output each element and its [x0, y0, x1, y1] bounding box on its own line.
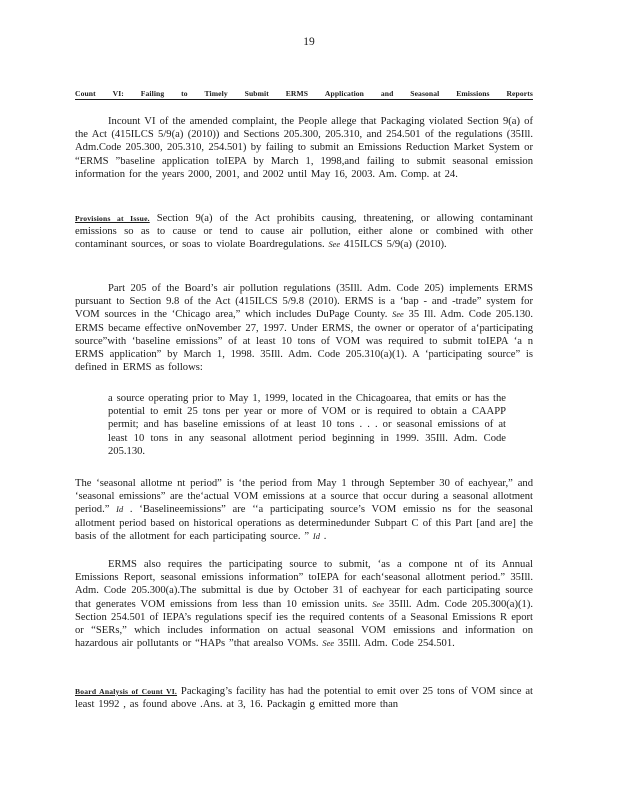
- citation-signal: See: [392, 310, 404, 320]
- heading-word: to: [181, 89, 188, 98]
- block-quote-participating-source: [108, 392, 506, 458]
- heading-word: Application: [324, 89, 364, 98]
- board-analysis-heading: Board Analysis of Count VI.: [75, 687, 178, 696]
- citation-signal: See: [328, 240, 341, 250]
- citation-signal: Id: [312, 531, 320, 541]
- citation-signal: See: [372, 599, 384, 609]
- paragraph-text: .: [319, 530, 327, 542]
- heading-word: VI:: [112, 89, 124, 98]
- paragraph-board-analysis: [75, 685, 533, 711]
- paragraph-text: The ‘seasonal allotme nt period” is ‘the period from May 1 through September 30 of eachyear,” and ‘seasonal emissions” are the‘actual VOM emissions at a source that occur during a seasonal allotment period.”: [75, 478, 533, 516]
- count-vi-heading: [75, 89, 533, 100]
- paragraph-text: Section 9(a) of the Act prohibits causing, threatening, or allowing contaminant emissions so as to cause or tend to cause air pollution, either alone or combined with other contaminant sources, or soas to violate Boardregulations.: [75, 213, 533, 251]
- heading-word: Submit: [244, 89, 269, 98]
- heading-word: Count: [75, 89, 96, 98]
- paragraph-provisions: [75, 212, 533, 252]
- quote-text: a source operating prior to May 1, 1999, located in the Chicagoarea, that emits or has the potential to emit 25 tons per year or more of VOM or is required to obtain a CAAPP permit; and has baseline emissions of at least 10 tons . . . or seasonal emissions of at least 10 tons in any seasonal allotment period beginning in 1999. 35Ill. Adm. Code 205.130.: [108, 393, 506, 457]
- heading-word: Emissions: [456, 89, 490, 98]
- paragraph-erms-requirements: [75, 558, 533, 650]
- heading-word: Seasonal: [410, 89, 440, 98]
- paragraph-seasonal-allotment: [75, 477, 533, 543]
- paragraph-text: 415ILCS 5/9(a) (2010).: [340, 239, 447, 251]
- paragraph-text: 35 Ill. Adm. Code 205.130. ERMS became effective onNovember 27, 1997. Under ERMS, the owner or operator of a‘participating source”with ‘baseline emissions” of at least 10 tons of VOM was required to submit toIEPA ‘a n ERMS application” by March 1, 1998. 35Ill. Adm. Code 205.310(a)(1). A ‘participating source” is defined in ERMS as follows:: [75, 309, 533, 374]
- paragraph-text: Part 205 of the Board’s air pollution regulations (35Ill. Adm. Code 205) implements ERMS pursuant to Section 9.8 of the Act (415ILCS 5/9.8 (2010). ERMS is a ‘bap - and -trade” system for VOM sources in the ‘Chicago area,” which includes DuPage County.: [75, 283, 533, 321]
- paragraph-allegation: [75, 115, 533, 181]
- heading-word: Failing: [140, 89, 165, 98]
- paragraph-text: 35Ill. Adm. Code 205.300(a)(1). Section 254.501 of IEPA’s regulations specif ies the required contents of a Seasonal Emissions R eport or “SERs,” which includes information on actual seasonal VOM emissions and information on hazardous air pollutants or “HAPs ”that arealso VOMs.: [75, 598, 534, 650]
- paragraph-erms-part-205: [75, 282, 533, 374]
- paragraph-text: 35Ill. Adm. Code 254.501.: [334, 638, 455, 650]
- paragraph-text: Packaging’s facility has had the potential to emit over 25 tons of VOM since at least 1992 , as found above .Ans. at 3, 16. Packagin g emitted more than: [75, 686, 533, 711]
- heading-word: ERMS: [285, 89, 309, 98]
- paragraph-text: Incount VI of the amended complaint, the People allege that Packaging violated Section 9(a) of the Act (415ILCS 5/9(a) (2010)) and Sections 205.300, 205.310, and 254.501 of the regulations (35Ill. Adm.Code 205.300, 205.310, 254.501) by failing to submit an Emissions Reduction Market System or “ERMS ”baseline application toIEPA by March 1, 1998,and failing to submit seasonal emission information for the years 2000, 2001, and 2002 until May 16, 2003. Am. Comp. at 24.: [75, 116, 533, 180]
- heading-word: Reports: [506, 89, 533, 98]
- heading-word: and: [380, 89, 394, 98]
- provisions-heading: Provisions at Issue.: [75, 214, 150, 223]
- heading-word: Timely: [204, 89, 228, 98]
- citation-signal: See: [322, 639, 335, 649]
- paragraph-text: . ‘Baselineemissions” are ‘‘a participating source’s VOM emissio ns for the seasonal allotment period based on historical operations as determinedunder Subpart C of this Part [and are] the basis of the allotment for each participating source. ”: [75, 504, 533, 542]
- paragraph-text: ERMS also requires the participating source to submit, ‘as a compone nt of its Annual Emissions Report, seasonal emissions information” toIEPA for each‘seasonal allotment period.” 35Ill. Adm. Code 205.300(a).The submittal is due by October 31 of eachyear for each participating source that generates VOM emissions from less than 10 emission units.: [75, 559, 533, 610]
- page-number: 19: [303, 36, 315, 48]
- citation-signal: Id: [116, 505, 124, 515]
